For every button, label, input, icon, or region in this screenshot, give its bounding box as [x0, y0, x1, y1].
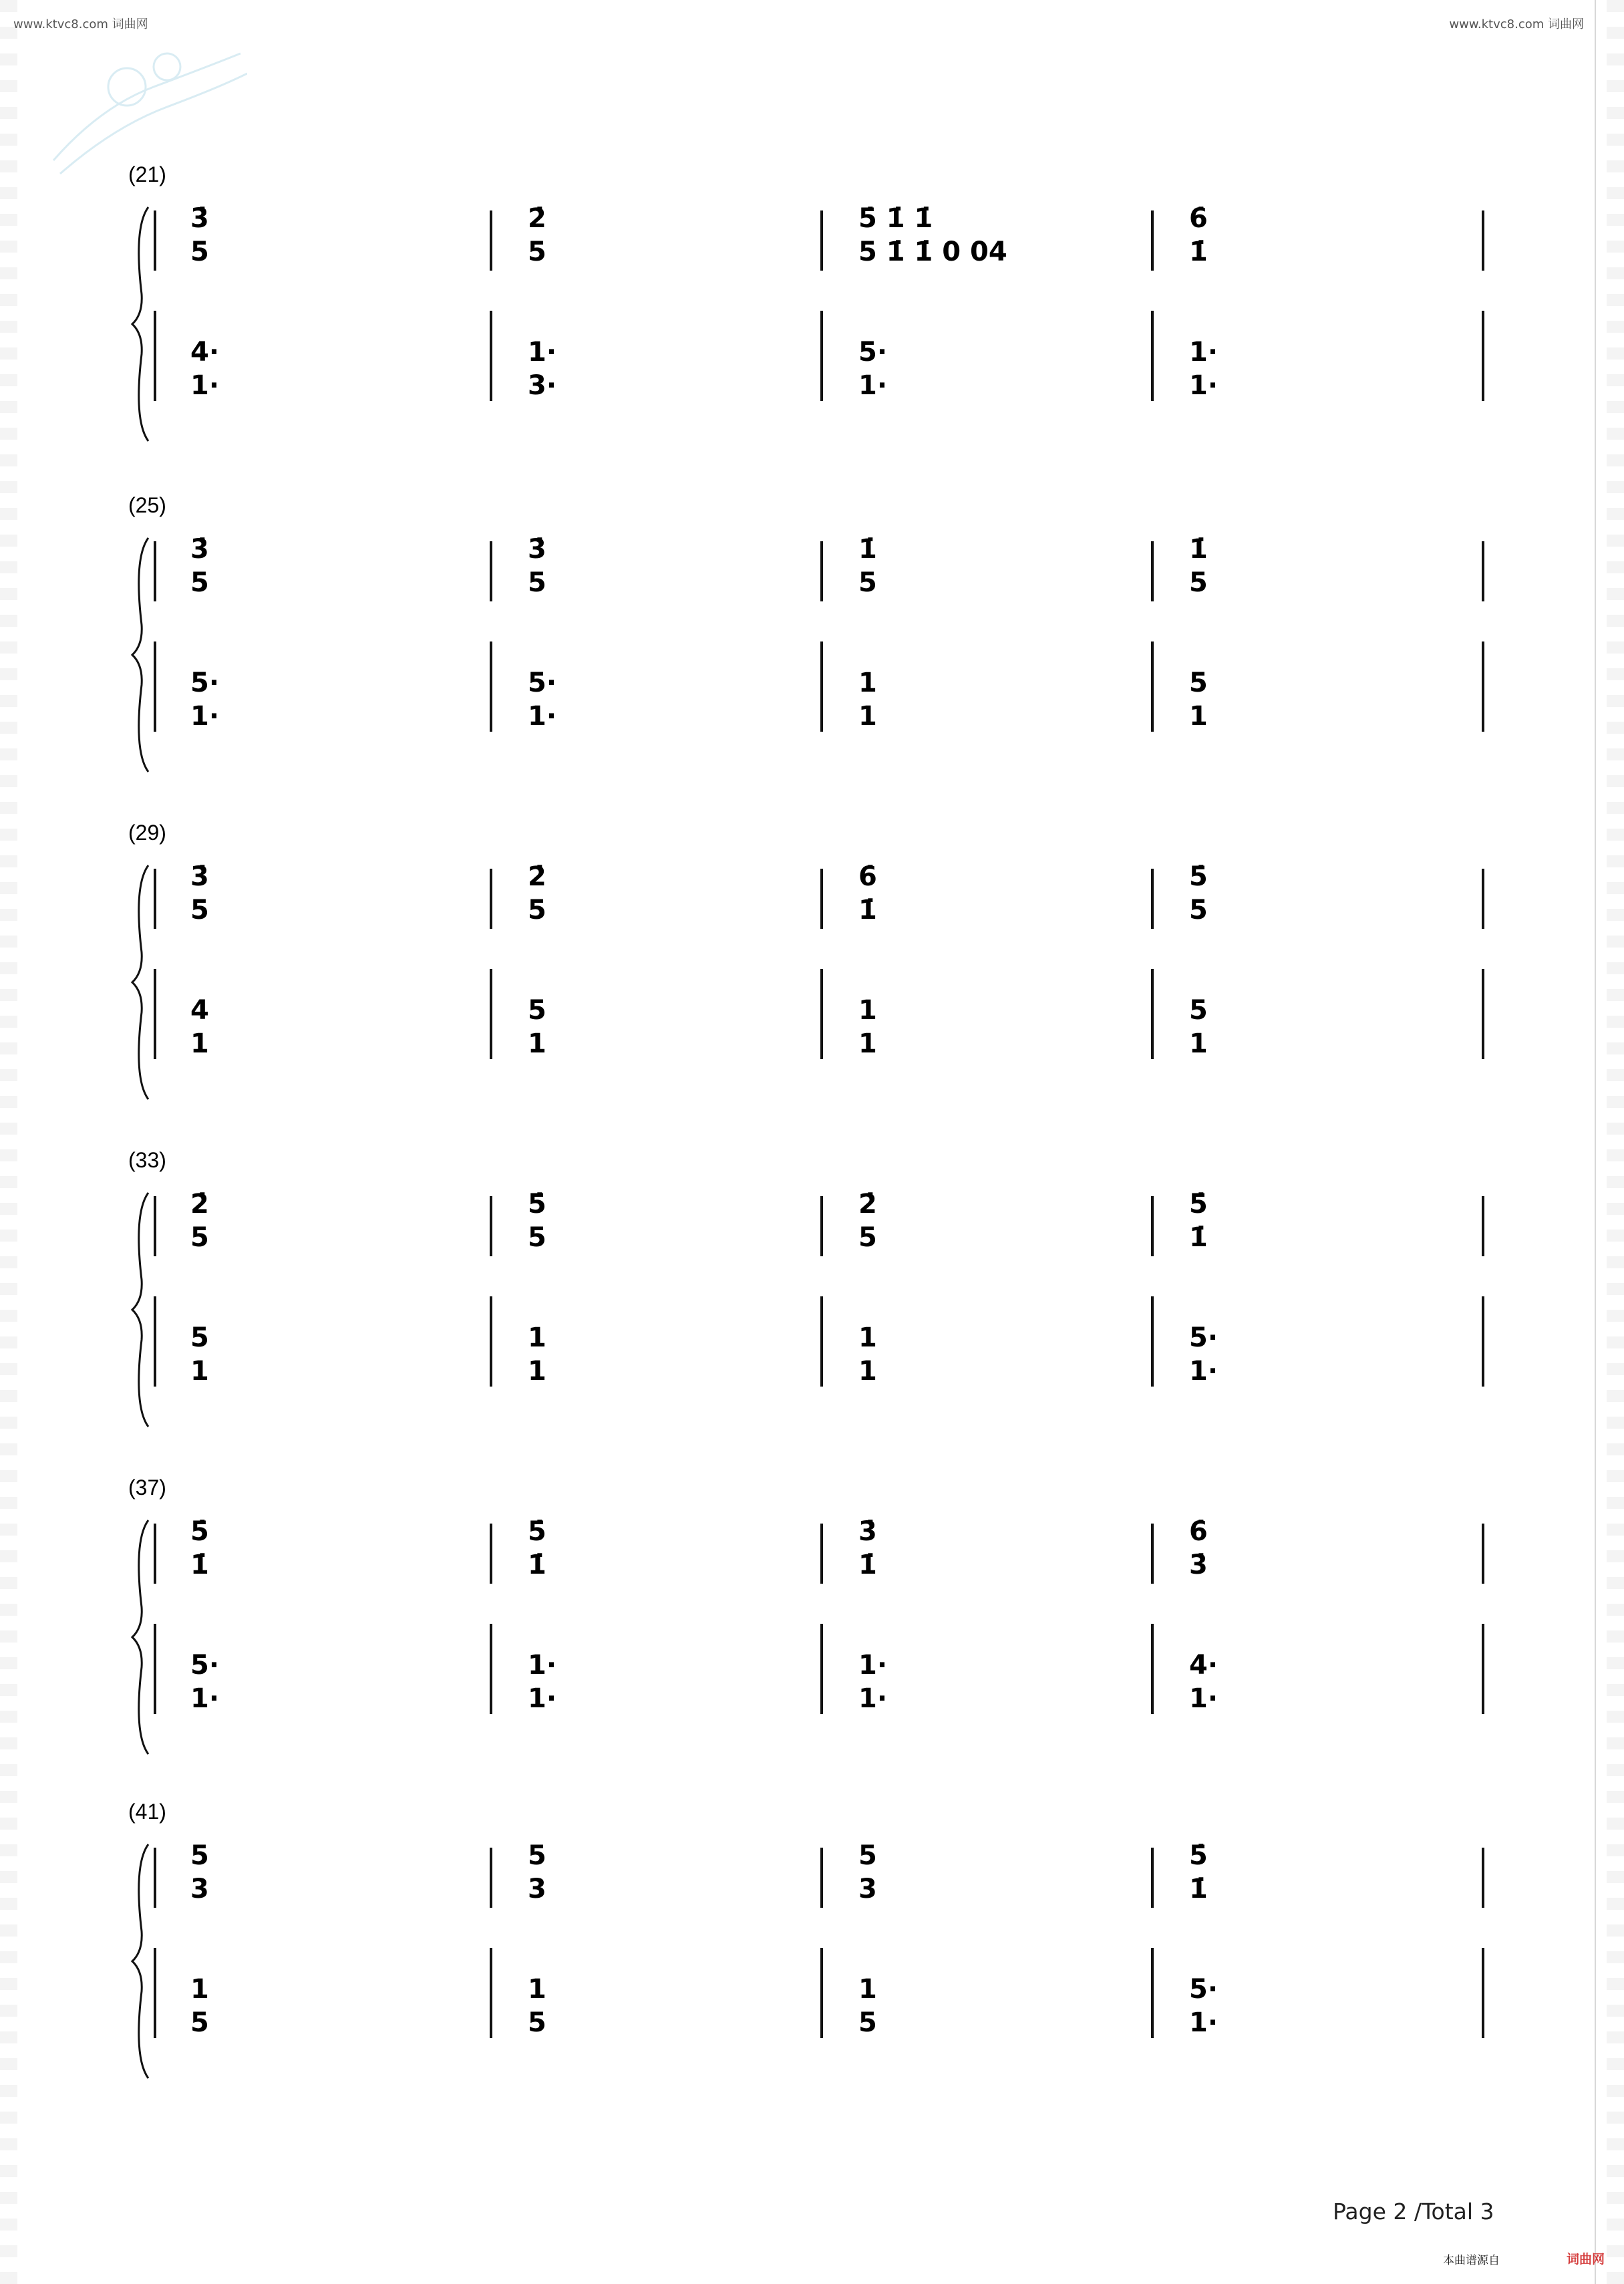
- note-t1: 5: [190, 1222, 209, 1253]
- note-t2: 6̇: [1189, 1516, 1208, 1547]
- note-t2: 5: [528, 1840, 546, 1871]
- note-t1: 3: [190, 1874, 209, 1904]
- note-b2: 1: [858, 668, 877, 698]
- note-b1: 1: [190, 1028, 209, 1059]
- note-t1: 5: [528, 895, 546, 925]
- note-t2: 5: [858, 1840, 877, 1871]
- note-t2: 3̇: [190, 203, 209, 234]
- note-t1: 5: [190, 895, 209, 925]
- note-t2: 5̇: [1189, 1840, 1208, 1871]
- note-t2: 1̇: [1189, 534, 1208, 565]
- brace-icon: [132, 1520, 148, 1754]
- note-b1: 5: [190, 2007, 209, 2038]
- note-b2: 1: [858, 1322, 877, 1353]
- score-system: [128, 1800, 1483, 2078]
- header-left: www.ktvc8.com 词曲网: [13, 17, 148, 31]
- note-b1: 1·: [1189, 1683, 1219, 1714]
- note-b2: 1·: [1189, 337, 1219, 368]
- note-t1: 5: [1189, 567, 1208, 598]
- note-t1: 5: [190, 237, 209, 267]
- note-t1: 3: [528, 1874, 546, 1904]
- system-number-label: (33): [128, 1148, 166, 1172]
- note-t2: 2̇: [528, 203, 546, 234]
- note-t2: 5̇ 1̇ 1̇: [858, 203, 933, 234]
- note-b2: 5: [1189, 668, 1208, 698]
- score-system: [128, 162, 1483, 441]
- note-b1: 1: [858, 1356, 877, 1387]
- note-b2: 1: [858, 1974, 877, 2005]
- note-t1: 1̇: [1189, 1874, 1208, 1904]
- system-number-label: (25): [128, 493, 166, 517]
- brace-icon: [132, 207, 148, 441]
- note-b2: 5: [1189, 995, 1208, 1026]
- note-b2: 4: [190, 995, 209, 1026]
- note-b1: 1·: [528, 1683, 557, 1714]
- note-t2: 2̇: [190, 1189, 209, 1220]
- note-b2: 1·: [528, 1650, 557, 1681]
- note-t2: 2̇: [858, 1189, 877, 1220]
- header-right: www.ktvc8.com 词曲网: [1449, 17, 1584, 31]
- note-b2: 5·: [528, 668, 557, 698]
- note-t1: 5: [528, 1222, 546, 1253]
- note-t2: 5̇: [1189, 861, 1208, 892]
- note-b2: 4·: [1189, 1650, 1219, 1681]
- note-b1: 1·: [1189, 370, 1219, 401]
- note-b1: 1·: [190, 370, 220, 401]
- score-system: [128, 821, 1483, 1099]
- brand-label: 词曲网: [1567, 2252, 1605, 2267]
- note-t1: 3: [858, 1874, 877, 1904]
- note-t1: 1̇: [1189, 237, 1208, 267]
- note-t2: 2̇: [528, 861, 546, 892]
- brace-icon: [132, 1844, 148, 2078]
- note-b1: 3·: [528, 370, 557, 401]
- note-b1: 1·: [858, 1683, 888, 1714]
- note-b1: 1: [528, 1356, 546, 1387]
- note-b1: 1: [1189, 1028, 1208, 1059]
- note-t2: 3̇: [858, 1516, 877, 1547]
- note-t1: 5: [858, 567, 877, 598]
- note-t2: 5̇: [528, 1516, 546, 1547]
- note-b1: 1·: [190, 701, 220, 732]
- note-t1: 5: [1189, 895, 1208, 925]
- system-number-label: (41): [128, 1800, 166, 1824]
- note-t1: 1̇: [858, 1550, 877, 1580]
- note-t2: 6̇: [858, 861, 877, 892]
- note-t1: 3̇: [1189, 1550, 1208, 1580]
- system-number-label: (21): [128, 162, 166, 186]
- note-t1: 5: [528, 237, 546, 267]
- brace-icon: [132, 865, 148, 1099]
- note-b1: 1·: [190, 1683, 220, 1714]
- note-b2: 5·: [1189, 1322, 1219, 1353]
- note-t1: 5: [528, 567, 546, 598]
- note-t2: 5̇: [190, 1516, 209, 1547]
- note-b2: 1·: [528, 337, 557, 368]
- score-system: [128, 1475, 1483, 1754]
- source-label: 本曲谱源自: [1443, 2254, 1500, 2267]
- note-b2: 5: [528, 995, 546, 1026]
- note-b1: 1: [1189, 701, 1208, 732]
- note-t2: 5: [190, 1840, 209, 1871]
- note-b2: 1: [528, 1322, 546, 1353]
- page-indicator: Page 2 /Total 3: [1333, 2198, 1494, 2225]
- brace-icon: [132, 538, 148, 772]
- note-b2: 5·: [858, 337, 888, 368]
- note-b1: 1·: [528, 701, 557, 732]
- note-b2: 5: [190, 1322, 209, 1353]
- note-t1: 1̇: [190, 1550, 209, 1580]
- note-t1: 1̇: [1189, 1222, 1208, 1253]
- note-b2: 1: [190, 1974, 209, 2005]
- system-number-label: (29): [128, 821, 166, 845]
- note-b1: 1: [528, 1028, 546, 1059]
- note-t1: 1̇: [528, 1550, 546, 1580]
- note-t2: 1̇: [858, 534, 877, 565]
- note-b2: 5·: [190, 1650, 220, 1681]
- note-t2: 5̇: [1189, 1189, 1208, 1220]
- note-t2: 3̇: [528, 534, 546, 565]
- note-b2: 1·: [858, 1650, 888, 1681]
- brace-icon: [132, 1193, 148, 1427]
- note-b1: 1: [858, 1028, 877, 1059]
- score-system: [128, 493, 1483, 772]
- note-b1: 1·: [1189, 2007, 1219, 2038]
- note-t2: 5̇: [528, 1189, 546, 1220]
- note-b2: 4·: [190, 337, 220, 368]
- note-b1: 1: [190, 1356, 209, 1387]
- note-b2: 5·: [190, 668, 220, 698]
- note-t1: 5: [190, 567, 209, 598]
- note-t1: 1̇: [858, 895, 877, 925]
- note-b1: 1·: [858, 370, 888, 401]
- note-t2: 6̇: [1189, 203, 1208, 234]
- note-b2: 5·: [1189, 1974, 1219, 2005]
- note-t2: 3̇: [190, 861, 209, 892]
- note-b2: 1: [858, 995, 877, 1026]
- note-b1: 5: [528, 2007, 546, 2038]
- note-t2: 3̇: [190, 534, 209, 565]
- note-t1: 5: [858, 1222, 877, 1253]
- score-system: [128, 1148, 1483, 1427]
- system-number-label: (37): [128, 1475, 166, 1500]
- note-b1: 1·: [1189, 1356, 1219, 1387]
- note-b1: 5: [858, 2007, 877, 2038]
- note-b1: 1: [858, 701, 877, 732]
- note-t1: 5 1̇ 1̇ 0 04: [858, 237, 1007, 267]
- note-b2: 1: [528, 1974, 546, 2005]
